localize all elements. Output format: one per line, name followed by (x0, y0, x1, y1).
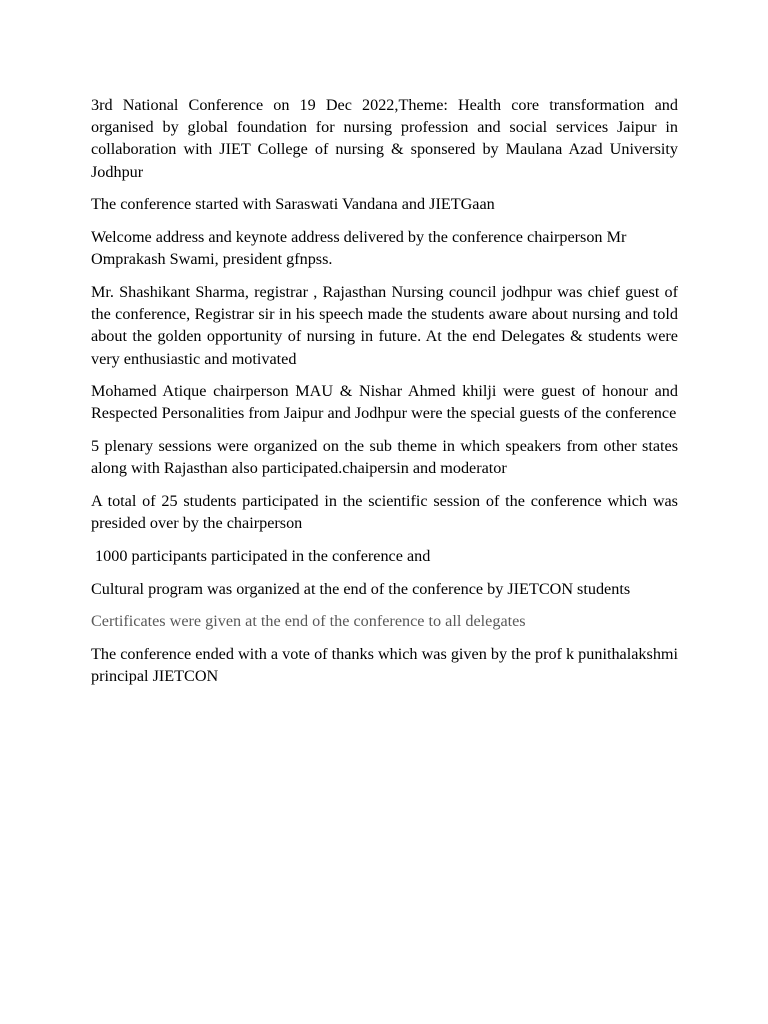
paragraph-opening: The conference started with Saraswati Vandana and JIETGaan (91, 195, 495, 214)
paragraph-plenary-sessions: 5 plenary sessions were organized on the sub theme in which speakers from other states along with Rajasthan also participated.chaipersin and moderator (91, 437, 678, 478)
paragraph-participants: 1000 participants participated in the conference and (91, 546, 431, 565)
paragraph-scientific-session: A total of 25 students participated in the scientific session of the conference which was presided over by the chairperson (91, 492, 678, 533)
paragraph-conference-intro: 3rd National Conference on 19 Dec 2022,Theme: Health core transformation and organised by global foundation for nursing profession and social services Jaipur in collaboration with JIET College of nursing & sponsered by Maulana Azad University Jodhpur (91, 96, 678, 181)
paragraph-vote-of-thanks: The conference ended with a vote of thanks which was given by the prof k punithalakshmi principal JIETCON (91, 645, 678, 686)
paragraph-cultural-program: Cultural program was organized at the end of the conference by JIETCON students (91, 579, 631, 598)
paragraph-certificates: Certificates were given at the end of the conference to all delegates (91, 612, 526, 631)
document-body (91, 94, 678, 698)
paragraph-guests-of-honour: Mohamed Atique chairperson MAU & Nishar Ahmed khilji were guest of honour and Respected Personalities from Jaipur and Jodhpur were the special guests of the conference (91, 382, 678, 423)
paragraph-chief-guest: Mr. Shashikant Sharma, registrar , Rajasthan Nursing council jodhpur was chief guest of the conference, Registrar sir in his speech made the students aware about nursing and told about the golden opportunity of nursing in future. At the end Delegates & students were very enthusiastic and motivated (91, 282, 678, 368)
paragraph-welcome-address: Welcome address and keynote address delivered by the conference chairperson Mr Omprakash Swami, president gfnpss. (91, 228, 627, 269)
